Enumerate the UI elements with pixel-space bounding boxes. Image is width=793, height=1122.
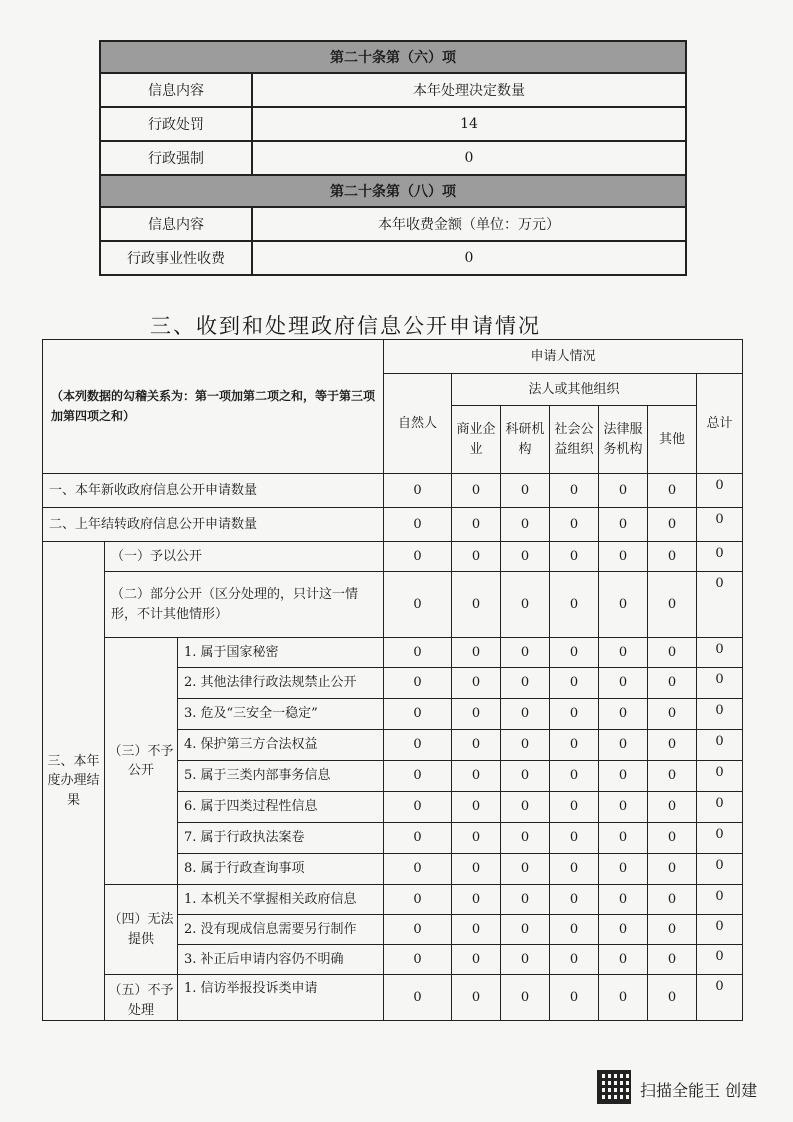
row-label: 1. 本机关不掌握相关政府信息: [178, 885, 384, 915]
row-label: 1. 信访举报投诉类申请: [178, 975, 384, 1021]
total-cell: 0: [697, 915, 743, 945]
r5-label: （五）不予处理: [105, 975, 178, 1021]
row-label: 1. 属于国家秘密: [178, 638, 384, 668]
row-label: 信息内容: [100, 207, 252, 241]
value-cell: 0: [501, 915, 550, 945]
table-note: （本列数据的勾稽关系为：第一项加第二项之和，等于第三项加第四项之和）: [43, 340, 384, 474]
value-cell: 0: [550, 975, 599, 1021]
value-cell: 0: [648, 542, 697, 572]
value-cell: 0: [501, 542, 550, 572]
row-label: 信息内容: [100, 73, 252, 107]
total-header: 总计: [697, 374, 743, 474]
total-cell: 0: [697, 823, 743, 854]
value-cell: 0: [648, 730, 697, 761]
total-cell: 0: [697, 542, 743, 572]
row-label: 2. 其他法律行政法规禁止公开: [178, 668, 384, 699]
value-cell: 0: [501, 508, 550, 542]
value-cell: 0: [501, 761, 550, 792]
qr-code-icon: [597, 1070, 631, 1104]
value-cell: 0: [384, 945, 452, 975]
value-cell: 0: [599, 823, 648, 854]
value-cell: 0: [384, 508, 452, 542]
total-cell: 0: [697, 668, 743, 699]
application-table: [42, 339, 743, 1021]
value-cell: 0: [384, 572, 452, 638]
value-cell: 0: [452, 823, 501, 854]
value-cell: 0: [384, 885, 452, 915]
value-cell: 0: [452, 885, 501, 915]
row-label: 行政处罚: [100, 107, 252, 141]
total-cell: 0: [697, 945, 743, 975]
value-cell: 0: [550, 699, 599, 730]
row-label: 二、上年结转政府信息公开申请数量: [43, 508, 384, 542]
value-cell: 0: [384, 854, 452, 885]
value-cell: 0: [384, 975, 452, 1021]
value-cell: 0: [550, 730, 599, 761]
total-cell: 0: [697, 761, 743, 792]
business-header: 商业企业: [452, 406, 501, 474]
value-cell: 0: [501, 792, 550, 823]
value-cell: 0: [384, 638, 452, 668]
applicant-header: 申请人情况: [384, 340, 743, 374]
row-label: 行政强制: [100, 141, 252, 175]
r3-label: （三）不予公开: [105, 638, 178, 885]
value-cell: 0: [452, 792, 501, 823]
value-cell: 0: [648, 885, 697, 915]
value-cell: 0: [452, 542, 501, 572]
value-cell: 0: [452, 730, 501, 761]
value-cell: 0: [501, 730, 550, 761]
value-cell: 0: [599, 699, 648, 730]
value-cell: 0: [648, 508, 697, 542]
value-cell: 0: [384, 730, 452, 761]
social-header: 社会公益组织: [550, 406, 599, 474]
row-label: 5. 属于三类内部事务信息: [178, 761, 384, 792]
value-cell: 0: [599, 474, 648, 508]
value-cell: 0: [501, 823, 550, 854]
value-cell: 0: [501, 854, 550, 885]
value-cell: 0: [452, 975, 501, 1021]
value-cell: 0: [501, 668, 550, 699]
value-cell: 0: [648, 792, 697, 823]
r4-label: （四）无法提供: [105, 885, 178, 975]
value-cell: 0: [501, 945, 550, 975]
value-cell: 0: [599, 945, 648, 975]
value-cell: 0: [550, 915, 599, 945]
value-cell: 0: [648, 699, 697, 730]
total-cell: 0: [697, 792, 743, 823]
value-cell: 0: [452, 668, 501, 699]
total-cell: 0: [697, 730, 743, 761]
row-label: （一）予以公开: [105, 542, 384, 572]
value-cell: 0: [550, 474, 599, 508]
value-cell: 0: [501, 638, 550, 668]
value-cell: 0: [384, 823, 452, 854]
value-cell: 0: [648, 668, 697, 699]
law-header: 法律服务机构: [599, 406, 648, 474]
value-cell: 0: [599, 915, 648, 945]
value-cell: 0: [452, 915, 501, 945]
value-cell: 0: [550, 854, 599, 885]
row-label: 2. 没有现成信息需要另行制作: [178, 915, 384, 945]
value-cell: 0: [648, 854, 697, 885]
total-cell: 0: [697, 474, 743, 508]
value-cell: 0: [384, 668, 452, 699]
value-cell: 0: [384, 542, 452, 572]
value-cell: 0: [648, 945, 697, 975]
value-cell: 0: [452, 474, 501, 508]
value-cell: 0: [452, 572, 501, 638]
value-cell: 0: [384, 699, 452, 730]
value-cell: 0: [452, 945, 501, 975]
total-cell: 0: [697, 885, 743, 915]
row-value: 14: [252, 107, 686, 141]
total-cell: 0: [697, 699, 743, 730]
total-cell: 0: [697, 638, 743, 668]
value-cell: 0: [452, 638, 501, 668]
value-cell: 0: [550, 508, 599, 542]
row-label: 行政事业性收费: [100, 241, 252, 275]
value-cell: 0: [550, 668, 599, 699]
value-cell: 0: [452, 508, 501, 542]
other-header: 其他: [648, 406, 697, 474]
row-value: 0: [252, 241, 686, 275]
value-cell: 0: [599, 638, 648, 668]
value-cell: 0: [550, 761, 599, 792]
value-cell: 0: [550, 885, 599, 915]
value-cell: 0: [501, 975, 550, 1021]
row-label: 6. 属于四类过程性信息: [178, 792, 384, 823]
total-cell: 0: [697, 508, 743, 542]
result-label: 三、本年度办理结果: [43, 542, 105, 1021]
row-value: 0: [252, 141, 686, 175]
value-cell: 0: [501, 885, 550, 915]
value-cell: 0: [550, 792, 599, 823]
row-label: 4. 保护第三方合法权益: [178, 730, 384, 761]
value-cell: 0: [550, 945, 599, 975]
value-cell: 0: [599, 975, 648, 1021]
row-value: 本年处理决定数量: [252, 73, 686, 107]
value-cell: 0: [599, 572, 648, 638]
total-cell: 0: [697, 854, 743, 885]
value-cell: 0: [599, 761, 648, 792]
value-cell: 0: [599, 730, 648, 761]
value-cell: 0: [648, 572, 697, 638]
value-cell: 0: [550, 542, 599, 572]
value-cell: 0: [501, 474, 550, 508]
value-cell: 0: [452, 699, 501, 730]
value-cell: 0: [384, 474, 452, 508]
section-header: 第二十条第（八）项: [100, 175, 686, 207]
row-label: 3. 补正后申请内容仍不明确: [178, 945, 384, 975]
value-cell: 0: [599, 668, 648, 699]
value-cell: 0: [648, 975, 697, 1021]
value-cell: 0: [550, 823, 599, 854]
row-label: 一、本年新收政府信息公开申请数量: [43, 474, 384, 508]
value-cell: 0: [599, 792, 648, 823]
value-cell: 0: [599, 854, 648, 885]
section-header: 第二十条第（六）项: [100, 41, 686, 73]
section-title: 三、收到和处理政府信息公开申请情况: [150, 314, 541, 338]
row-label: （二）部分公开（区分处理的，只计这一情形，不计其他情形）: [105, 572, 384, 638]
value-cell: 0: [501, 572, 550, 638]
value-cell: 0: [452, 854, 501, 885]
row-label: 7. 属于行政执法案卷: [178, 823, 384, 854]
value-cell: 0: [550, 638, 599, 668]
value-cell: 0: [452, 761, 501, 792]
value-cell: 0: [648, 915, 697, 945]
research-header: 科研机构: [501, 406, 550, 474]
legal-org-header: 法人或其他组织: [452, 374, 697, 406]
value-cell: 0: [648, 823, 697, 854]
value-cell: 0: [648, 638, 697, 668]
natural-person-header: 自然人: [384, 374, 452, 474]
row-label: 8. 属于行政查询事项: [178, 854, 384, 885]
value-cell: 0: [648, 474, 697, 508]
value-cell: 0: [384, 761, 452, 792]
row-label: 3. 危及“三安全一稳定”: [178, 699, 384, 730]
total-cell: 0: [697, 975, 743, 1021]
row-value: 本年收费金额（单位：万元）: [252, 207, 686, 241]
value-cell: 0: [648, 761, 697, 792]
value-cell: 0: [599, 508, 648, 542]
value-cell: 0: [384, 915, 452, 945]
top-table: [99, 40, 687, 276]
value-cell: 0: [599, 542, 648, 572]
value-cell: 0: [550, 572, 599, 638]
scanner-brand: 扫描全能王 创建: [640, 1081, 758, 1100]
total-cell: 0: [697, 572, 743, 638]
value-cell: 0: [599, 885, 648, 915]
value-cell: 0: [384, 792, 452, 823]
value-cell: 0: [501, 699, 550, 730]
